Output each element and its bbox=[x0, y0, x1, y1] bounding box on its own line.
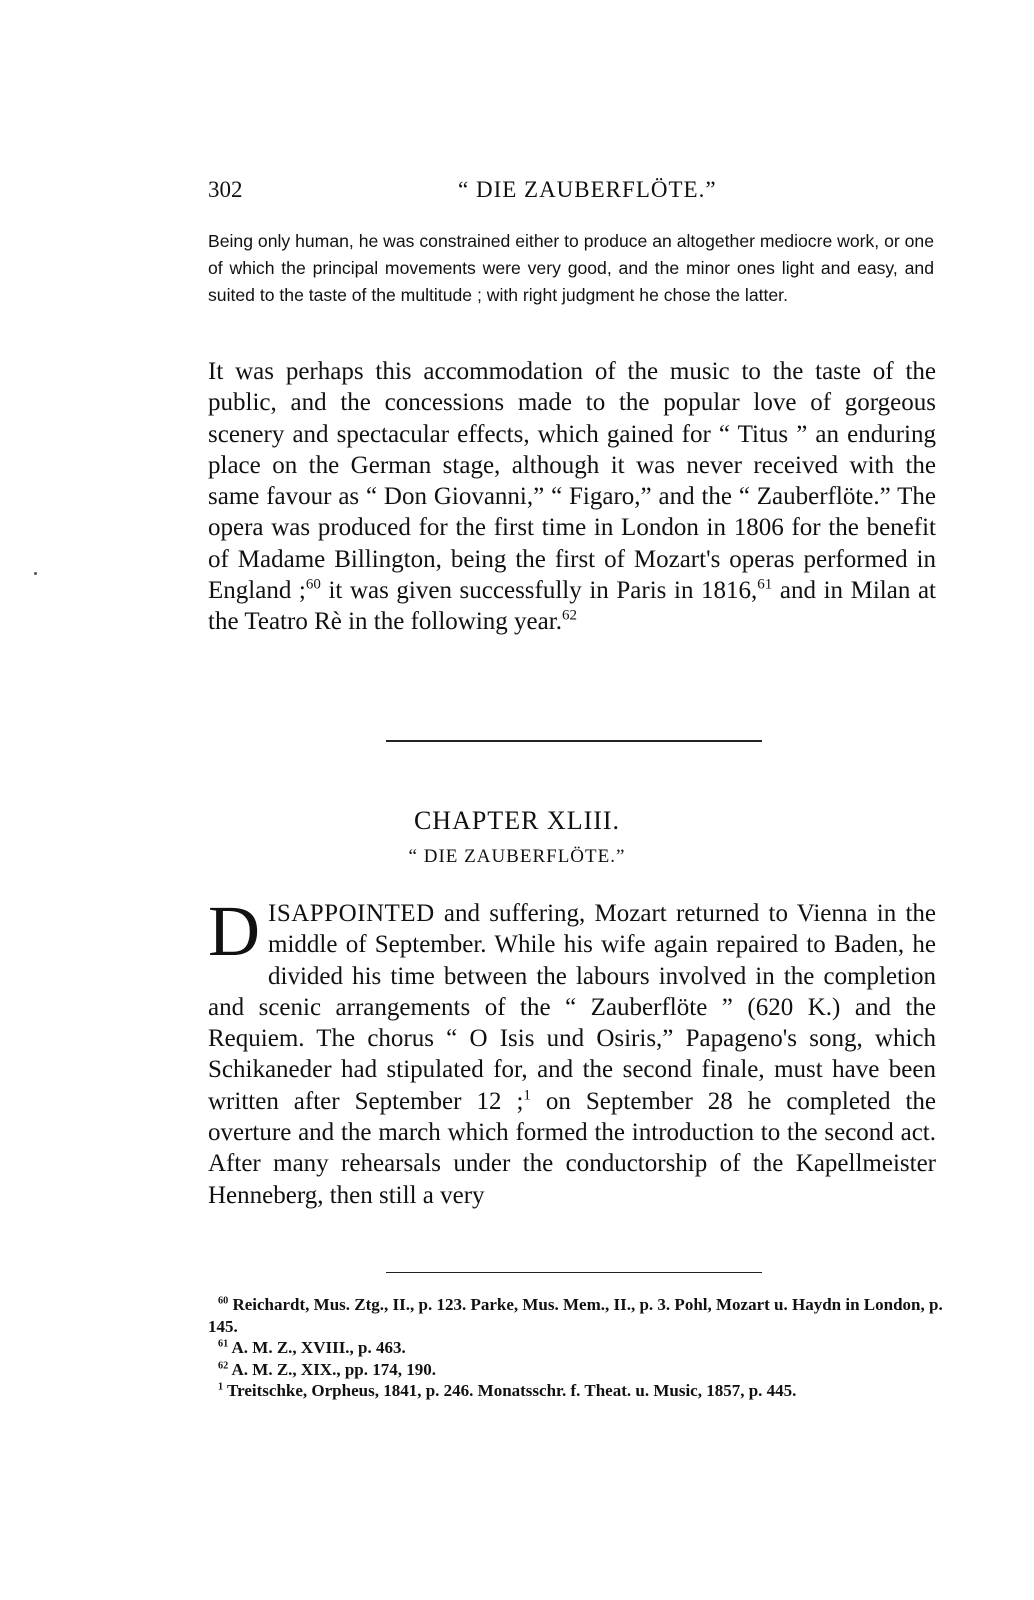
footnote-ref-1: 1 bbox=[523, 1087, 531, 1104]
chapter-title: CHAPTER XLIII. bbox=[413, 806, 621, 835]
footnote bbox=[208, 1294, 944, 1337]
drop-cap: D bbox=[208, 891, 260, 971]
footnote-mark: 62 bbox=[218, 1359, 229, 1371]
footnote-mark: 60 bbox=[218, 1295, 229, 1307]
footnote-text: A. M. Z., XIX., pp. 174, 190. bbox=[228, 1359, 436, 1379]
paragraph-text: it was given successfully in Paris in 1816, bbox=[320, 577, 758, 605]
paragraph-text: and in Milan at the Teatro Rè in the following year. bbox=[208, 577, 936, 636]
footnote-mark: 61 bbox=[218, 1338, 229, 1350]
footnote bbox=[208, 1359, 944, 1381]
paragraph-text: and suffering, Mozart returned to Vienna in the middle of September. While his wife again repaired to Baden, he divided his time between the labours involved in the completion and scenic arrangements of the “ Zauberflöte ” (620 K.) and the Requiem. The chorus “ O Isis und Osiris,” Papageno's song, which Schikaneder had stipulated for, and the second finale, must have been written after September 12 ; bbox=[208, 900, 936, 1115]
lead-word: ISAPPOINTED bbox=[268, 900, 435, 927]
paragraph-text: on September 28 he completed the overture and the march which formed the introduction to the second act. After many rehearsals under the conductorship of the Kapellmeister Henneberg, then still a very bbox=[208, 1087, 936, 1209]
footnote-ref-60: 60 bbox=[305, 576, 321, 593]
page-number: 302 bbox=[208, 177, 243, 202]
footnote-divider bbox=[386, 1272, 762, 1273]
footnote-text: Treitschke, Orpheus, 1841, p. 246. Monatsschr. f. Theat. u. Music, 1857, p. 445. bbox=[223, 1381, 797, 1400]
section-divider bbox=[386, 740, 762, 742]
footnote bbox=[208, 1380, 944, 1402]
footnotes bbox=[208, 1294, 944, 1402]
block-quote: Being only human, he was constrained either to produce an altogether mediocre work, or one of which the principal movements were very good, and the minor ones light and easy, and suited to the taste of the multitude ; with right judgment he chose the latter. bbox=[208, 231, 934, 305]
paragraph-chapter-opening bbox=[208, 891, 936, 1211]
footnote-mark: 1 bbox=[218, 1381, 224, 1393]
footnote-text: Reichardt, Mus. Ztg., II., p. 123. Parke, Mus. Mem., II., p. 3. Pohl, Mozart u. Haydn in London, p. 145. bbox=[208, 1295, 943, 1336]
footnote-ref-61: 61 bbox=[757, 576, 773, 593]
scan-speck bbox=[34, 572, 37, 575]
footnote-text: A. M. Z., XVIII., p. 463. bbox=[228, 1338, 406, 1357]
footnote bbox=[208, 1337, 944, 1359]
footnote-ref-62: 62 bbox=[561, 608, 577, 625]
paragraph-titus bbox=[208, 356, 936, 638]
running-head-title: “ DIE ZAUBERFLÖTE.” bbox=[458, 177, 717, 202]
chapter-subtitle: “ DIE ZAUBERFLÖTE.” bbox=[408, 846, 626, 867]
paragraph-text: It was perhaps this accommodation of the music to the taste of the public, and the concessions made to the popular love of gorgeous scenery and spectacular effects, which gained for “ Titus ” an enduring place on the German stage, although it was never received with the same favour as “ Don Giovanni,” “ Figaro,” and the “ Zauberflöte.” The opera was produced for the first time in London in 1806 for the benefit of Madame Billington, being the first of Mozart's operas performed in England ; bbox=[208, 358, 936, 605]
